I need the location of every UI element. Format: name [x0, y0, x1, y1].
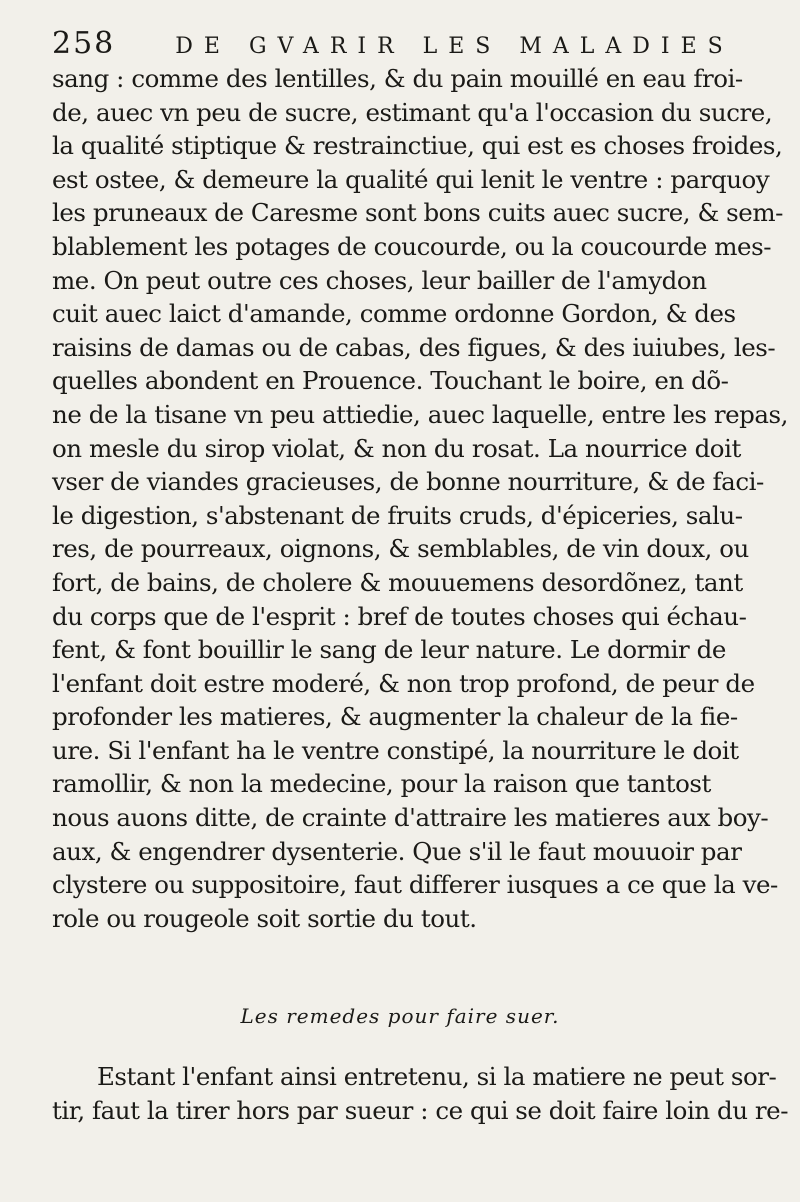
text-line: Estant l'enfant ainsi entretenu, si la matiere ne peut sor- — [97, 1062, 777, 1091]
text-line: ramollir, & non la medecine, pour la raison que tantost — [52, 769, 711, 799]
text-line: raisins de damas ou de cabas, des figues, & des iuiubes, les- — [52, 332, 776, 362]
text-line: fent, & font bouillir le sang de leur nature. Le dormir de — [52, 635, 726, 665]
text-line: me. On peut outre ces choses, leur bailler de l'amydon — [52, 265, 707, 295]
text-line: l'enfant doit estre moderé, & non trop profond, de peur de — [52, 668, 755, 698]
text-line: vser de viandes gracieuses, de bonne nourriture, & de faci- — [52, 467, 764, 497]
text-line: blablement les potages de coucourde, ou la coucourde mes- — [52, 231, 772, 261]
text-line: role ou rougeole soit sortie du tout. — [52, 903, 477, 933]
text-line: le digestion, s'abstenant de fruits cruds, d'épiceries, salu- — [52, 500, 743, 530]
section-title: Les remedes pour faire suer. — [240, 1004, 560, 1028]
text-line: la qualité stiptique & restrainctiue, qui est es choses froides, — [52, 131, 783, 161]
text-line: les pruneaux de Caresme sont bons cuits auec sucre, & sem- — [52, 198, 783, 228]
text-line: quelles abondent en Prouence. Touchant le boire, en dõ- — [52, 366, 729, 396]
text-line: clystere ou suppositoire, faut differer iusques a ce que la ve- — [52, 870, 778, 900]
running-head: DE GVARIR LES MALADIES — [175, 34, 734, 59]
page-number: 258 — [52, 26, 116, 61]
text-line: profonder les matieres, & augmenter la chaleur de la fie- — [52, 702, 738, 732]
paragraph-1 — [52, 62, 788, 935]
text-line: nous auons ditte, de crainte d'attraire les matieres aux boy- — [52, 803, 769, 833]
text-line: du corps que de l'esprit : bref de toutes choses qui échau- — [52, 601, 747, 631]
text-line: ne de la tisane vn peu attiedie, auec laquelle, entre les repas, — [52, 399, 788, 429]
text-line: sang : comme des lentilles, & du pain mouillé en eau froi- — [52, 64, 743, 93]
text-line: tir, faut la tirer hors par sueur : ce qui se doit faire loin du re- — [52, 1095, 789, 1125]
page-header — [52, 26, 740, 66]
paragraph-2 — [52, 1060, 789, 1127]
text-line: de, auec vn peu de sucre, estimant qu'a l'occasion du sucre, — [52, 97, 773, 127]
text-line: on mesle du sirop violat, & non du rosat. La nourrice doit — [52, 433, 741, 463]
text-line: fort, de bains, de cholere & mouuemens desordõnez, tant — [52, 567, 743, 597]
text-line: aux, & engendrer dysenterie. Que s'il le faut mouuoir par — [52, 836, 742, 866]
text-line: est ostee, & demeure la qualité qui lenit le ventre : parquoy — [52, 164, 770, 194]
text-line: cuit auec laict d'amande, comme ordonne Gordon, & des — [52, 299, 736, 329]
text-line: ure. Si l'enfant ha le ventre constipé, la nourriture le doit — [52, 735, 739, 765]
text-line: res, de pourreaux, oignons, & semblables, de vin doux, ou — [52, 534, 749, 564]
